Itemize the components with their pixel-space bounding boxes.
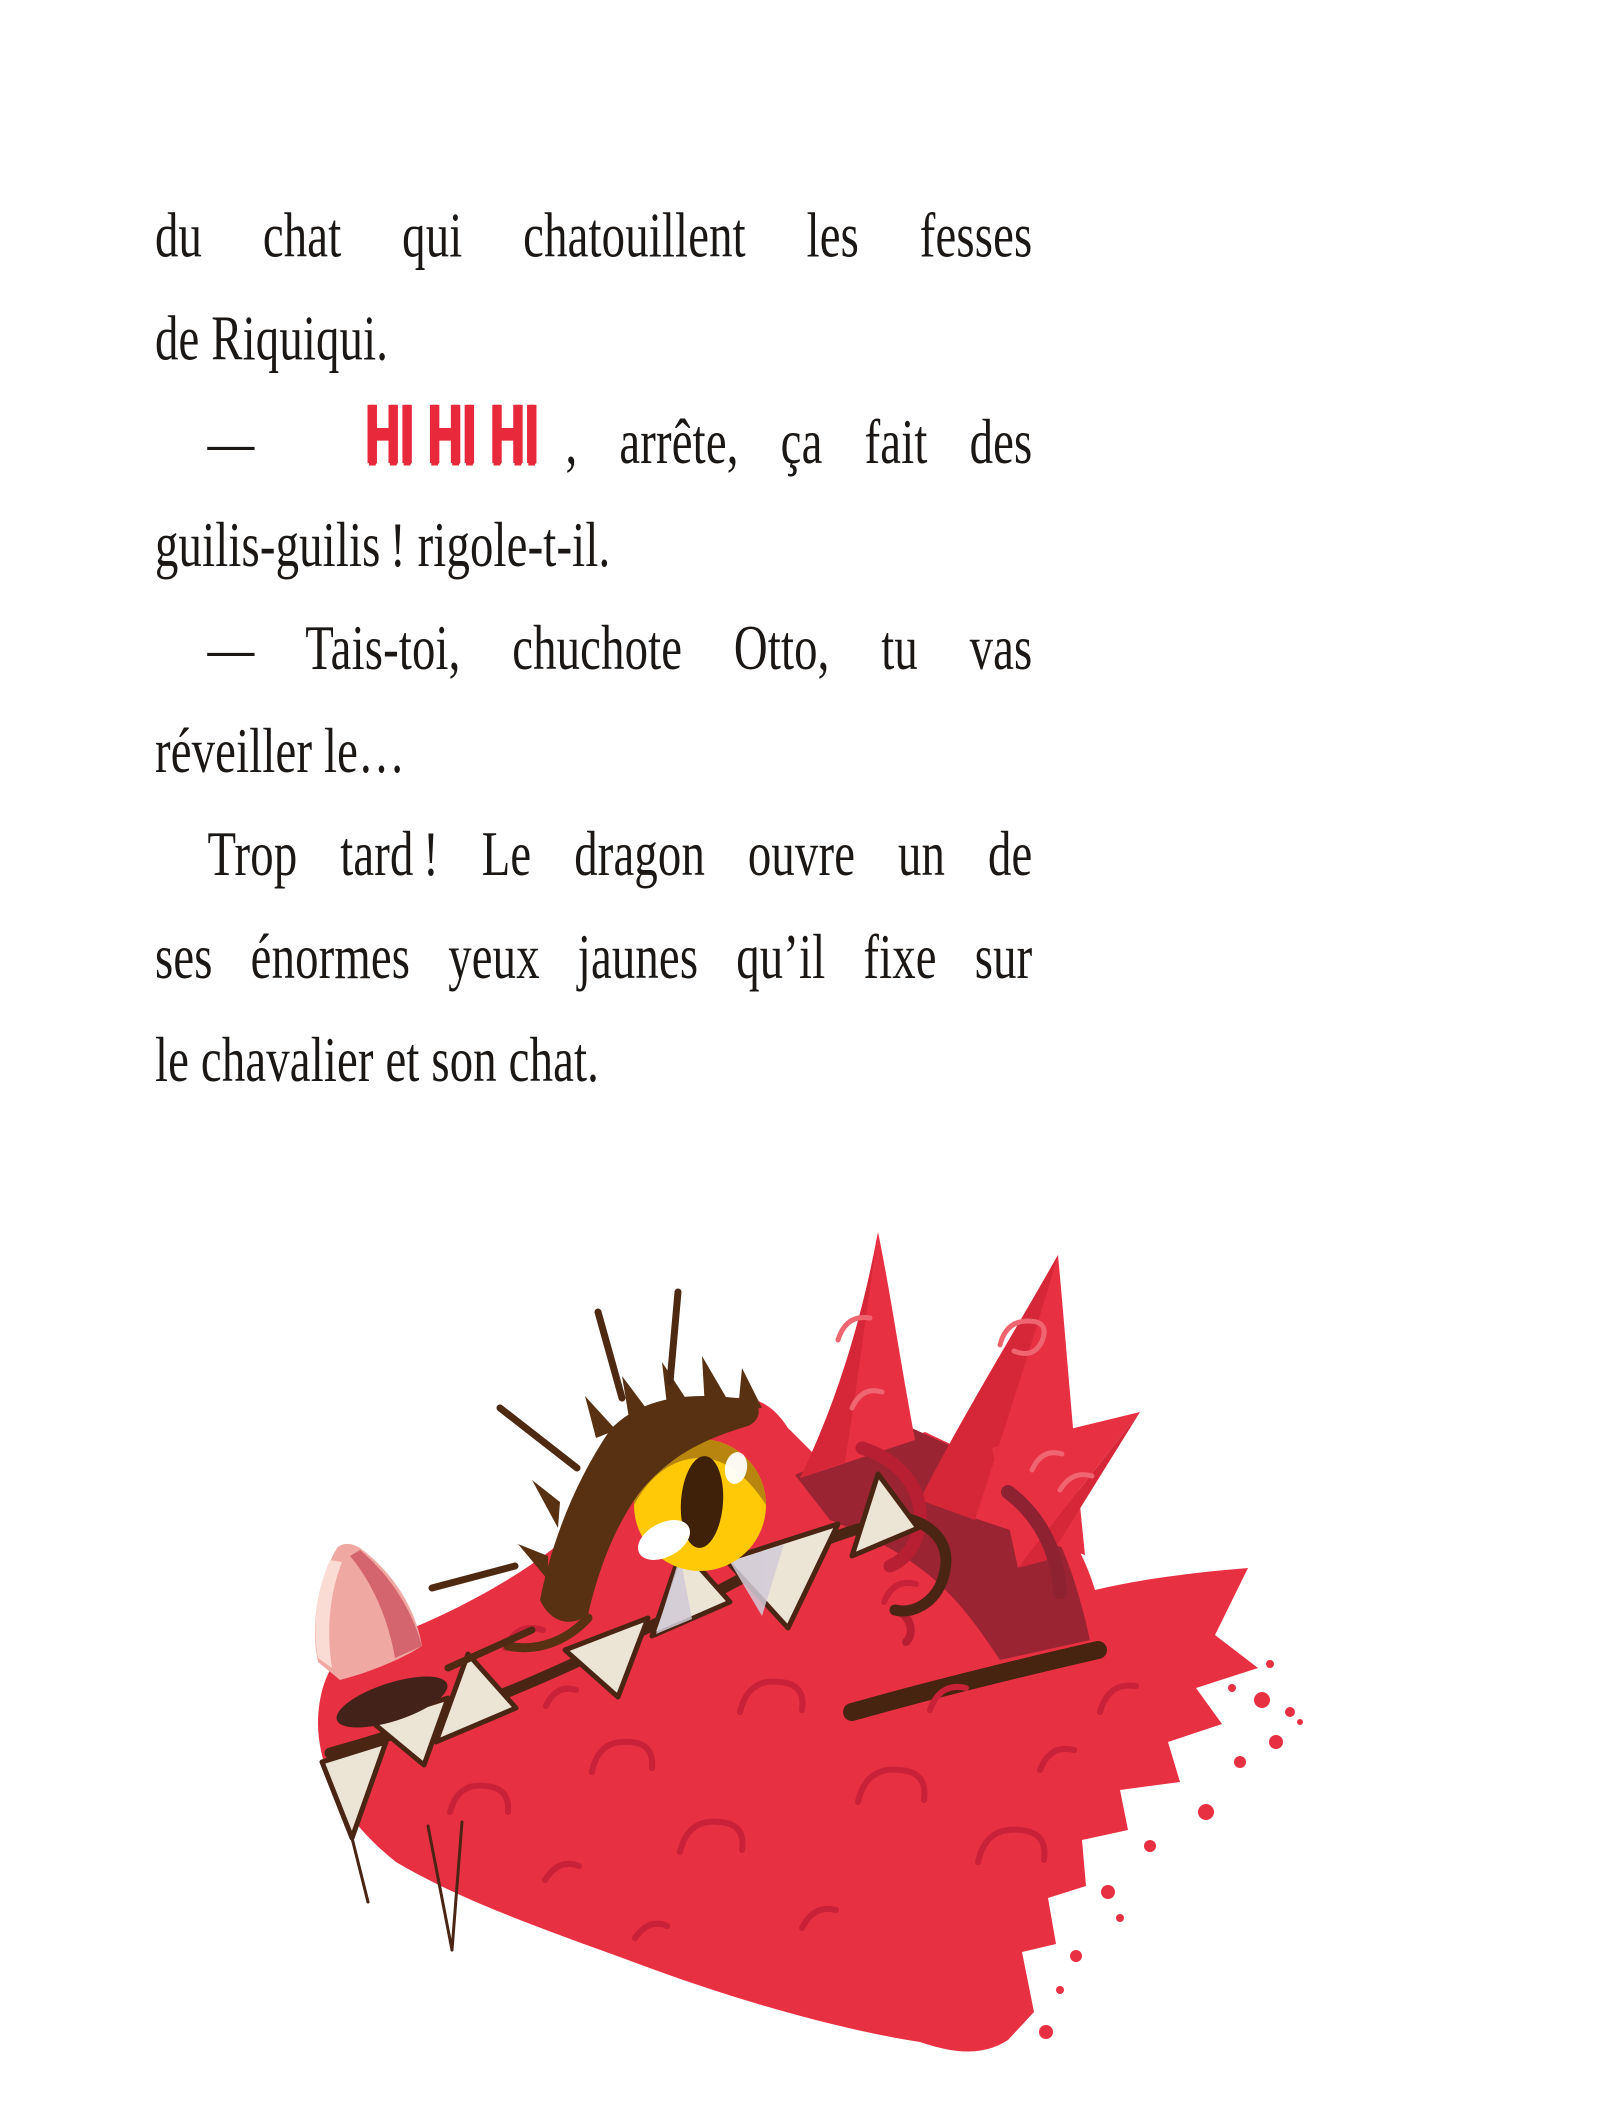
text-line-9: le chavalier et son chat. [155,1025,600,1096]
text-line-4: guilis-guilis ! rigole-t-il. [155,509,611,581]
dialogue-dash: — [207,406,297,478]
red-dragon-drawing [280,1200,1340,2080]
text-line-6: réveiller le… [155,715,405,787]
dragon-laugh-text: HI HI HI [365,387,539,482]
text-line-5: — Tais-toi, chuchote Otto, tu vas [207,612,1033,684]
text-line-7: Trop tard ! Le dragon ouvre un de [207,818,1033,890]
story-text [155,185,1032,1112]
text-line-2: de Riquiqui. [155,303,389,375]
dragon-illustration [280,1200,1340,2080]
text-line-1: du chat qui chatouillent les fesses [155,200,1033,272]
text-line-8: ses énormes yeux jaunes qu’il fixe sur [155,921,1033,993]
dialogue-rest: , arrête, ça fait des [565,406,1033,478]
text-line-3 [155,387,1033,494]
